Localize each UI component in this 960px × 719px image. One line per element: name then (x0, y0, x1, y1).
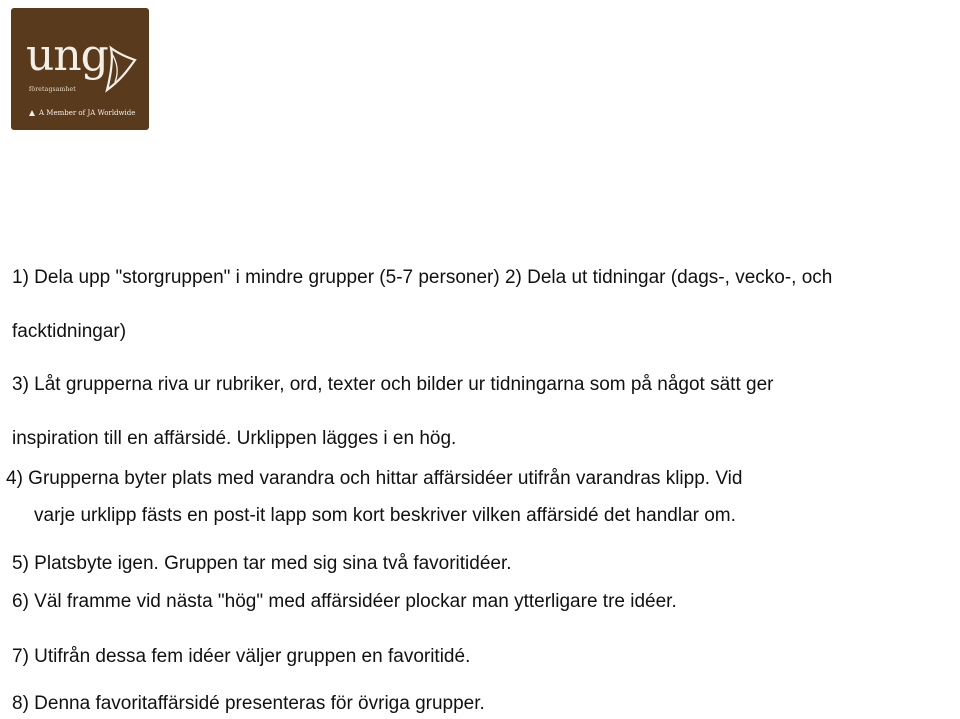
instruction-line-3: 3) Låt grupperna riva ur rubriker, ord, texter och bilder ur tidningarna som på något sätt ger (12, 374, 774, 395)
instruction-line-8: 6) Väl framme vid nästa "hög" med affärsidéer plockar man ytterligare tre idéer. (12, 591, 677, 612)
instruction-line-1: 1) Dela upp "storgruppen" i mindre grupper (5-7 personer) 2) Dela ut tidningar (dags-, vecko-, och (12, 267, 833, 288)
instruction-line-2: facktidningar) (12, 321, 127, 342)
instruction-line-9: 7) Utifrån dessa fem idéer väljer gruppen en favoritidé. (12, 646, 471, 667)
instruction-line-7: 5) Platsbyte igen. Gruppen tar med sig sina två favoritidéer. (12, 553, 512, 574)
logo-tagline: företagsamhet (29, 86, 76, 93)
logo-wordmark: ung (26, 30, 108, 81)
instruction-line-4: inspiration till en affärsidé. Urklippen lägges i en hög. (12, 428, 457, 449)
triangle-icon (29, 110, 35, 116)
ung-logo (11, 8, 149, 130)
instruction-line-5: 4) Grupperna byter plats med varandra och hittar affärsidéer utifrån varandras klipp. Vid (6, 468, 743, 489)
logo-member-text: A Member of JA Worldwide (39, 109, 136, 117)
instruction-line-10: 8) Denna favoritaffärsidé presenteras för övriga grupper. (12, 693, 485, 714)
sail-flag-icon (103, 44, 137, 94)
logo-member-line (29, 109, 135, 117)
instruction-line-6: varje urklipp fästs en post-it lapp som kort beskriver vilken affärsidé det handlar om. (34, 505, 736, 526)
